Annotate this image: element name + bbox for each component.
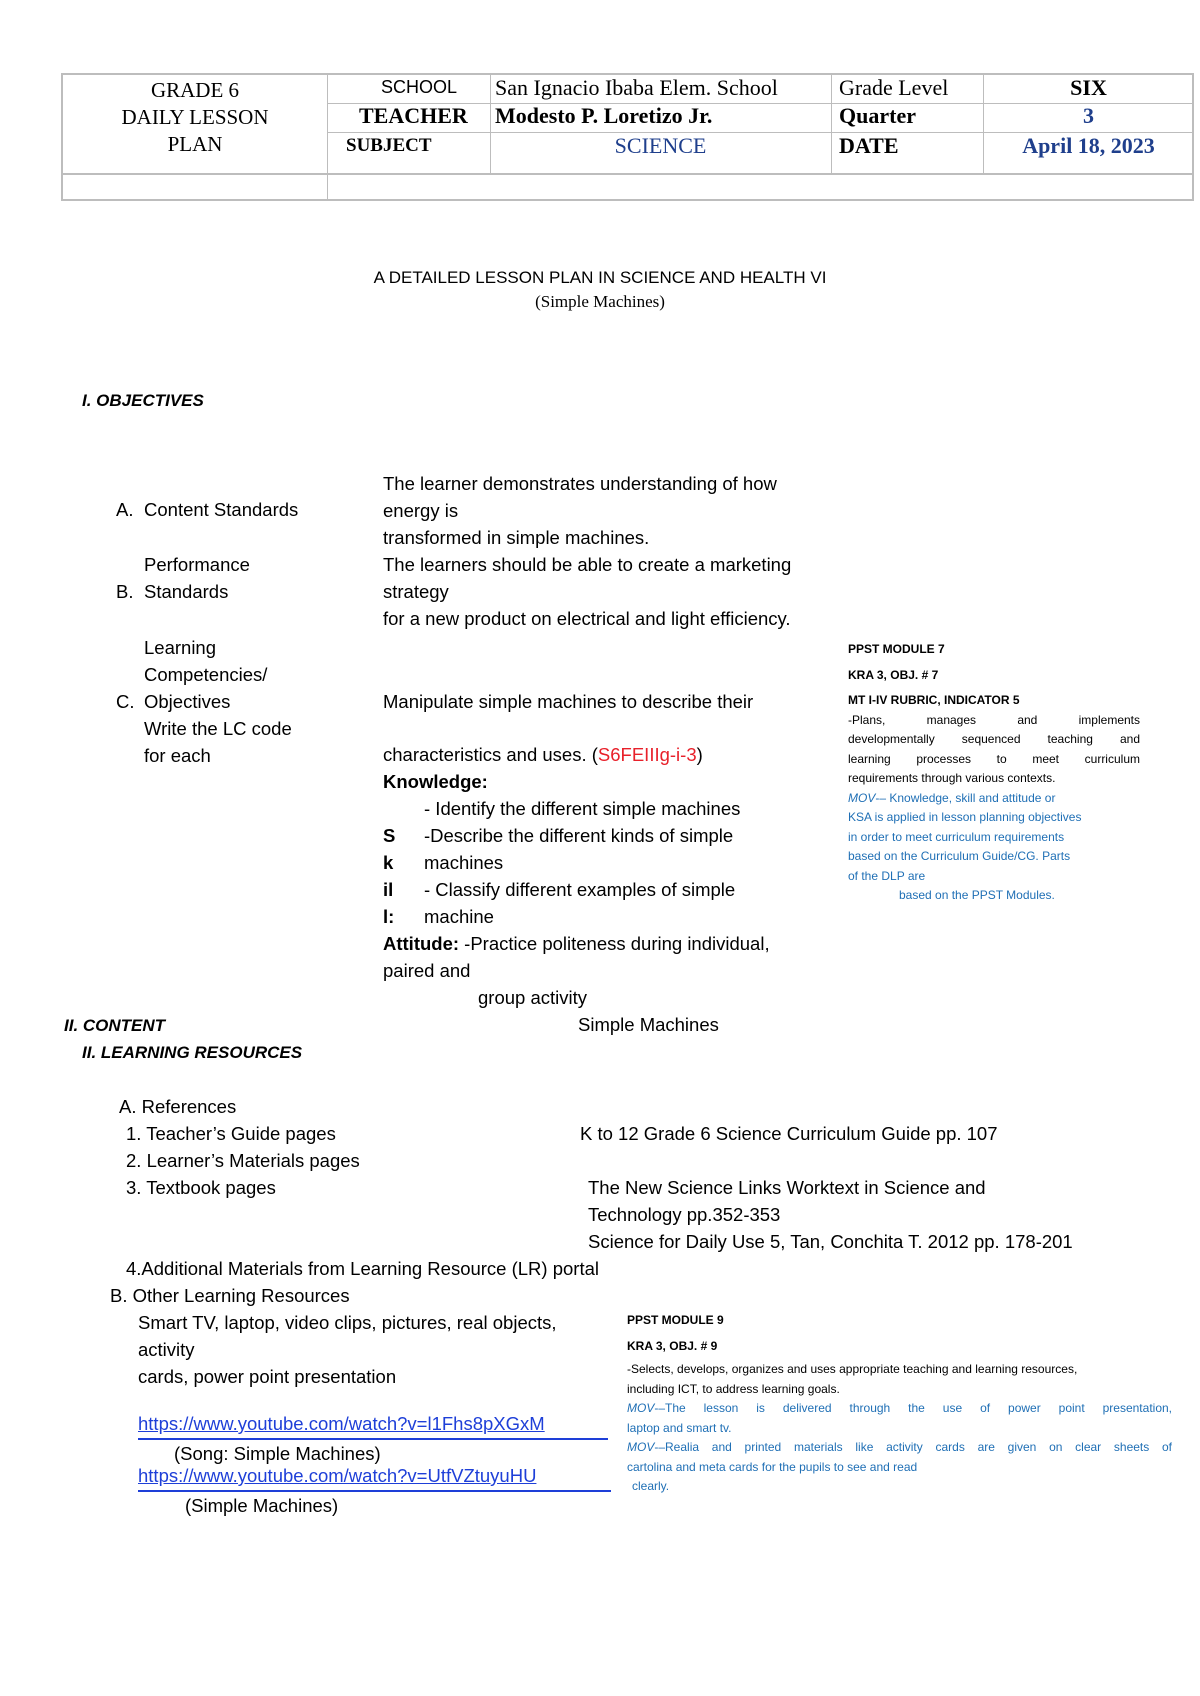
text-line: cards, power point presentation (138, 1366, 397, 1387)
additional-materials-label: 4.Additional Materials from Learning Resource (LR) portal (126, 1258, 599, 1279)
attitude-text: -Practice politeness during individual, (459, 933, 770, 954)
note-line: in order to meet curriculum requirements (848, 829, 1065, 844)
grade-level-value: SIX (1070, 75, 1107, 100)
text-line: Smart TV, laptop, video clips, pictures, real objects, (138, 1312, 557, 1333)
competencies-label (144, 634, 292, 769)
mov-label: MOV (627, 1401, 655, 1415)
list-item: machine (424, 906, 494, 927)
references-label: A. References (119, 1096, 237, 1117)
skill-letter: l: (383, 906, 395, 927)
competency-text: Manipulate simple machines to describe their (383, 691, 754, 712)
content-value: Simple Machines (578, 1014, 719, 1035)
attitude-text-3: group activity (478, 987, 587, 1008)
plan-title-line: DAILY LESSON (121, 105, 269, 129)
youtube-link-simple-machines[interactable]: https://www.youtube.com/watch?v=UtfVZtuyuHU (138, 1465, 537, 1486)
note-line: cartolina and meta cards for the pupils to see and read (627, 1459, 918, 1474)
teacher-label: TEACHER (359, 103, 468, 128)
divider (63, 173, 1194, 175)
header-table (61, 73, 1194, 201)
text-line: Science for Daily Use 5, Tan, Conchita T. 2012 pp. 178-201 (588, 1231, 1073, 1252)
page-subtitle: (Simple Machines) (535, 292, 665, 311)
teachers-guide-label: 1. Teacher’s Guide pages (126, 1123, 336, 1144)
grade-level-label: Grade Level (839, 75, 949, 100)
text-line: Write the LC code (144, 718, 292, 739)
textbook-label: 3. Textbook pages (126, 1177, 276, 1198)
skill-letter: il (383, 879, 394, 900)
teachers-guide-value: K to 12 Grade 6 Science Curriculum Guide pp. 107 (580, 1123, 998, 1144)
note-line: -–The lesson is delivered through the use of power point presentation, (654, 1401, 1172, 1415)
text-span: characteristics and uses. ( (383, 744, 598, 765)
list-item: -Describe the different kinds of simple (424, 825, 734, 846)
divider (831, 75, 832, 173)
quarter-value: 3 (1083, 103, 1094, 128)
note-line: developmentally sequenced teaching and (848, 732, 1140, 746)
plan-title (63, 77, 327, 158)
teacher-value: Modesto P. Loretizo Jr. (495, 103, 713, 128)
note-line: -Selects, develops, organizes and uses appropriate teaching and learning resources, (627, 1362, 1078, 1376)
text-line: strategy (383, 581, 449, 602)
mov-label: MOV (627, 1440, 655, 1454)
text-line: Performance (144, 554, 250, 575)
ppst-module-9-note (627, 1311, 1172, 1497)
list-item: - Identify the different simple machines (424, 798, 741, 819)
text-line: The learners should be able to create a marketing (383, 554, 792, 575)
objectives-heading: I. OBJECTIVES (82, 391, 204, 410)
quarter-label: Quarter (839, 103, 916, 128)
plan-title-line: GRADE 6 (150, 78, 240, 102)
note-kra: KRA 3, OBJ. # 7 (848, 667, 939, 682)
note-line: -– Knowledge, skill and attitude or (875, 790, 1056, 805)
other-resources-text (138, 1309, 557, 1390)
page-title: A DETAILED LESSON PLAN IN SCIENCE AND HEALTH VI (373, 268, 827, 287)
school-label: SCHOOL (381, 77, 458, 97)
content-heading: II. CONTENT (64, 1016, 166, 1035)
note-line: laptop and smart tv. (627, 1420, 732, 1435)
link-caption-simple-machines: (Simple Machines) (185, 1495, 339, 1516)
skill-letter: k (383, 852, 394, 873)
school-value: San Ignacio Ibaba Elem. School (495, 75, 778, 100)
ppst-module-7-note (848, 640, 1140, 906)
attitude-line (383, 930, 770, 957)
text-line: Learning (144, 637, 217, 658)
lc-code: S6FEIIIg-i-3 (597, 744, 697, 765)
textbook-value (588, 1174, 1073, 1255)
text-line: for each (144, 745, 211, 766)
section-marker: A. (116, 499, 134, 520)
list-item: machines (424, 852, 504, 873)
text-line: energy is (383, 500, 459, 521)
note-line: of the DLP are (848, 868, 926, 883)
note-title: PPST MODULE 7 (848, 642, 945, 656)
note-kra: KRA 3, OBJ. # 9 (627, 1338, 718, 1353)
content-standards-label: Content Standards (144, 499, 299, 520)
note-title: PPST MODULE 9 (627, 1313, 724, 1327)
attitude-text-2: paired and (383, 960, 471, 981)
note-line: based on the Curriculum Guide/CG. Parts (848, 849, 1071, 863)
text-line: Technology pp.352-353 (588, 1204, 781, 1225)
section-marker: C. (116, 691, 135, 712)
subject-label: SUBJECT (346, 135, 432, 156)
text-line: Competencies/ (144, 664, 268, 685)
subject-value: SCIENCE (614, 133, 707, 158)
attitude-label: Attitude: (383, 933, 460, 954)
learners-materials-label: 2. Learner’s Materials pages (126, 1150, 360, 1171)
note-rubric: MT I-IV RUBRIC, INDICATOR 5 (848, 693, 1020, 707)
divider (327, 75, 328, 201)
note-line: based on the PPST Modules. (899, 888, 1055, 902)
note-line: requirements through various contexts. (848, 771, 1056, 785)
text-line: for a new product on electrical and light efficiency. (383, 608, 791, 629)
note-line: -–Realia and printed materials like activity cards are given on clear sheets of (654, 1440, 1172, 1454)
performance-standards-text (383, 551, 791, 632)
mov-label: MOV (848, 790, 876, 805)
knowledge-items (424, 795, 740, 930)
note-line: KSA is applied in lesson planning objectives (848, 810, 1082, 824)
text-span: ) (696, 744, 703, 765)
youtube-link-song[interactable]: https://www.youtube.com/watch?v=l1Fhs8pXGxM (138, 1413, 545, 1434)
text-line: The New Science Links Worktext in Science and (588, 1177, 986, 1198)
content-standards-text (383, 470, 777, 551)
link-caption-song: (Song: Simple Machines) (174, 1443, 381, 1464)
text-line: transformed in simple machines. (383, 527, 650, 548)
text-line: The learner demonstrates understanding of how (383, 473, 777, 494)
note-line: including ICT, to address learning goals. (627, 1381, 840, 1396)
plan-title-line: PLAN (167, 132, 223, 156)
note-line: clearly. (632, 1479, 670, 1493)
section-marker: B. (116, 581, 134, 602)
list-item: - Classify different examples of simple (424, 879, 736, 900)
knowledge-label: Knowledge: (383, 771, 488, 792)
other-resources-label: B. Other Learning Resources (110, 1285, 350, 1306)
date-label: DATE (839, 133, 899, 158)
learning-resources-heading: II. LEARNING RESOURCES (82, 1043, 303, 1062)
text-line: Objectives (144, 691, 231, 712)
skill-letter: S (383, 825, 396, 846)
note-line: learning processes to meet curriculum (848, 751, 1140, 766)
text-line: Standards (144, 581, 229, 602)
date-value: April 18, 2023 (1022, 133, 1155, 158)
performance-standards-label (144, 551, 250, 605)
text-line: activity (138, 1339, 195, 1360)
skill-letters (383, 822, 395, 930)
competency-text-2 (383, 741, 703, 768)
note-line: -Plans, manages and implements (848, 712, 1140, 727)
